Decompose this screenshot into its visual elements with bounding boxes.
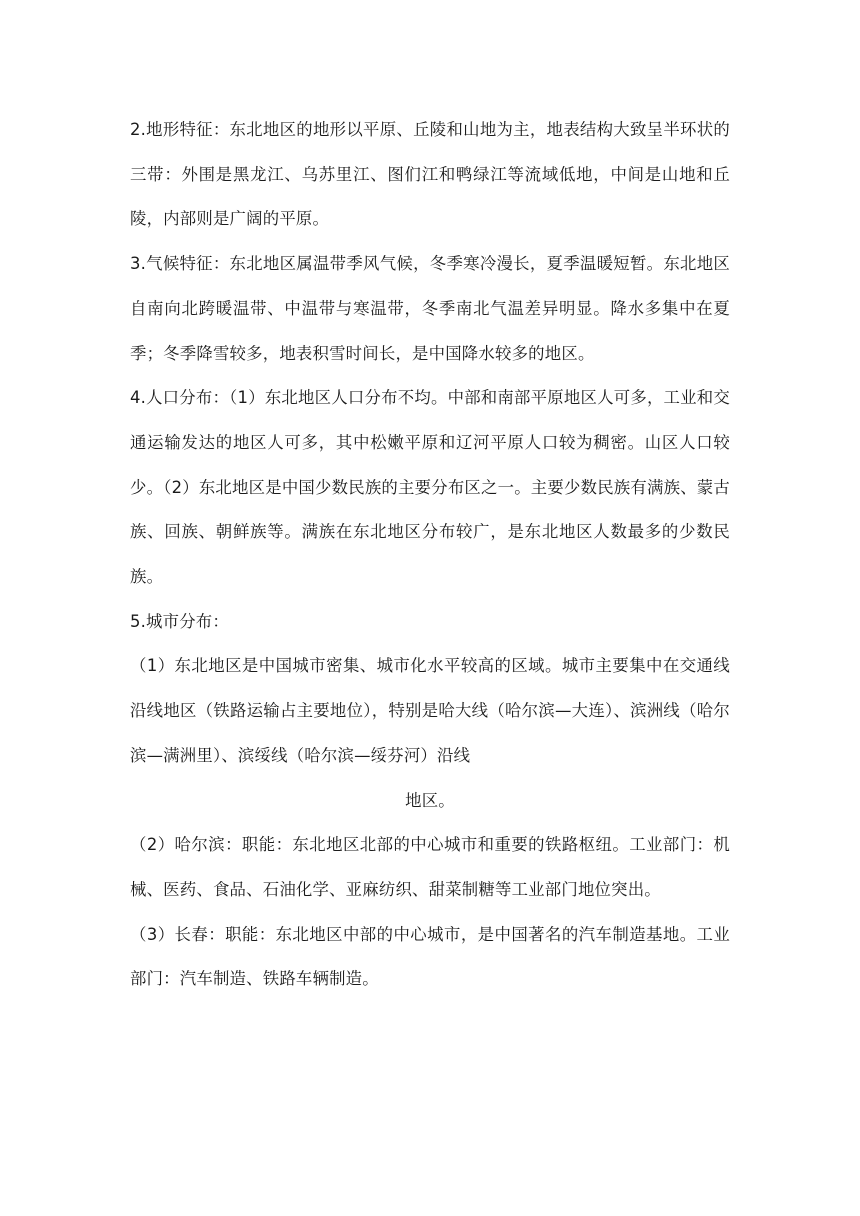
paragraph-city-1-body: （1）东北地区是中国城市密集、城市化水平较高的区域。城市主要集中在交通线沿线地区（铁路运输占主要地位），特别是哈大线（哈尔滨—大连）、滨洲线（哈尔滨—满洲里）、滨绥线（哈尔滨—绥芬河）沿线 [130, 656, 730, 765]
paragraph-terrain: 2.地形特征：东北地区的地形以平原、丘陵和山地为主，地表结构大致呈半环状的三带：外围是黑龙江、乌苏里江、图们江和鸭绿江等流域低地，中间是山地和丘陵，内部则是广阔的平原。 [130, 120, 730, 229]
paragraph-city-1 [130, 644, 730, 823]
document-body [130, 108, 730, 1002]
paragraph-city-2: （2）哈尔滨：职能：东北地区北部的中心城市和重要的铁路枢纽。工业部门：机械、医药、食品、石油化学、亚麻纺织、甜菜制糖等工业部门地位突出。 [130, 835, 730, 899]
paragraph-city-1-tail: 地区。 [405, 790, 455, 810]
paragraph-city-heading: 5.城市分布： [130, 611, 229, 631]
paragraph-climate: 3.气候特征：东北地区属温带季风气候，冬季寒冷漫长，夏季温暖短暂。东北地区自南向北跨暖温带、中温带与寒温带，冬季南北气温差异明显。降水多集中在夏季；冬季降雪较多，地表积雪时间长，是中国降水较多的地区。 [130, 254, 730, 363]
paragraph-city-3: （3）长春：职能：东北地区中部的中心城市，是中国著名的汽车制造基地。工业部门：汽车制造、铁路车辆制造。 [130, 924, 730, 989]
paragraph-population: 4.人口分布：（1）东北地区人口分布不均。中部和南部平原地区人可多，工业和交通运输发达的地区人可多，其中松嫩平原和辽河平原人口较为稠密。山区人口较少。（2）东北地区是中国少数民族的主要分布区之一。主要少数民族有满族、蒙古族、回族、朝鲜族等。满族在东北地区分布较广，是东北地区人数最多的少数民族。 [130, 388, 730, 587]
